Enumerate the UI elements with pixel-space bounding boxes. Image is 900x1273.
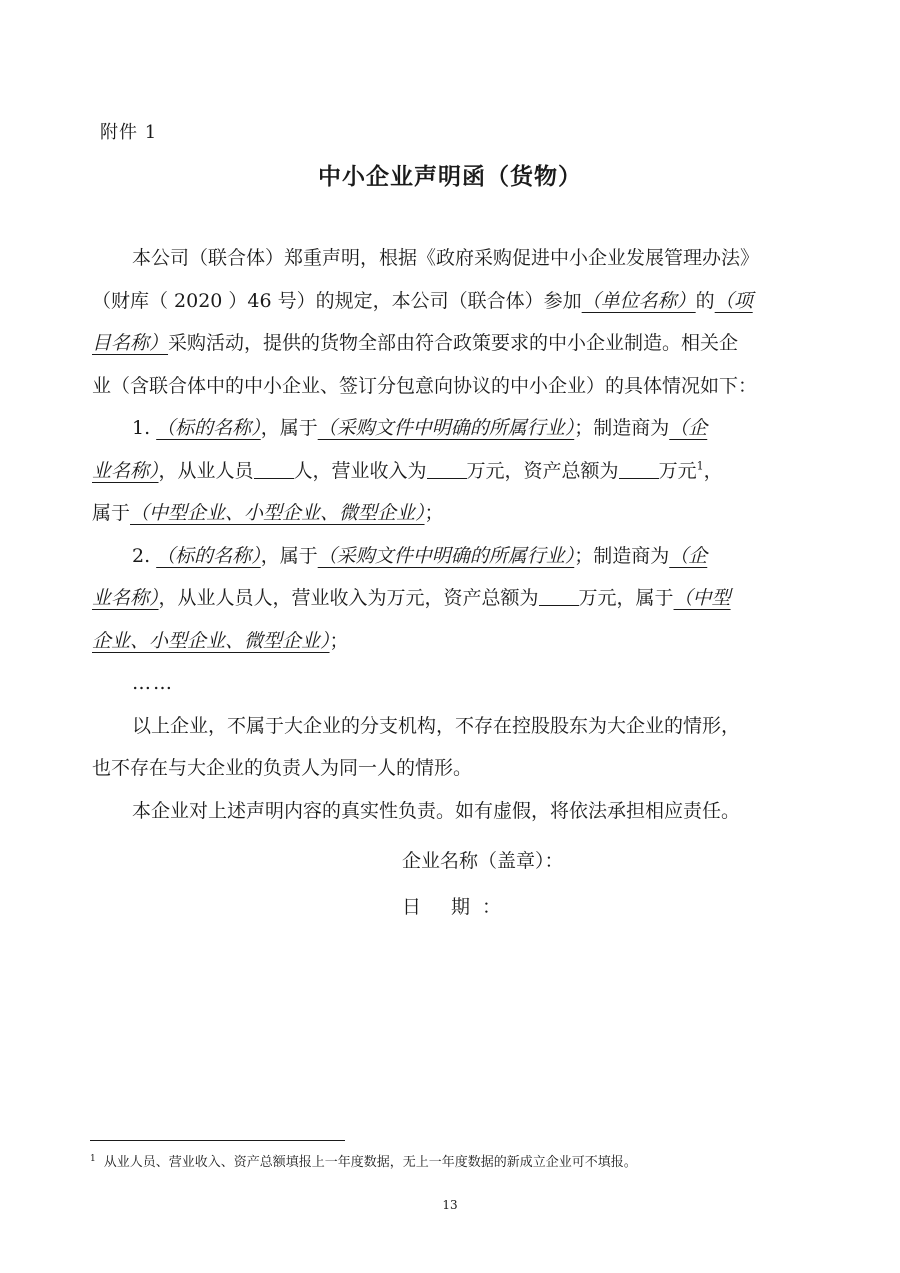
blank-total-assets (619, 456, 659, 479)
declaration-line-3 (92, 322, 804, 365)
declaration-body (92, 237, 804, 832)
text-segment: ；制造商为 (574, 544, 670, 567)
placeholder-industry: （采购文件中明确的所属行业） (317, 544, 575, 567)
footnote-divider (90, 1140, 345, 1141)
item-1-line-2 (92, 450, 804, 493)
placeholder-enterprise-type-start: （中型 (673, 587, 731, 609)
text-segment: ， (703, 459, 723, 482)
item-number: 2. (132, 544, 157, 567)
item-1-line-1 (92, 407, 804, 450)
text-segment: 采购活动，提供的货物全部由符合政策要求的中小企业制造。相关企 (168, 332, 739, 354)
statement-line-1: 以上企业，不属于大企业的分支机构，不存在控股股东为大企业的情形， (132, 714, 741, 737)
placeholder-project-name-start: （项 (714, 289, 753, 312)
footnote (90, 1151, 637, 1170)
page-number: 13 (442, 1198, 458, 1212)
text-segment: ，从业人员 (158, 459, 254, 482)
text-segment: ； (424, 502, 444, 524)
date-label: 日 期： (402, 896, 514, 918)
item-2-line-1 (92, 535, 804, 578)
text-segment: ； (329, 629, 349, 652)
blank-staff-count (254, 456, 294, 479)
item-2-line-2 (92, 577, 804, 620)
placeholder-project-name-end: 目名称） (92, 332, 169, 354)
item-number: 1. (132, 417, 157, 439)
declaration-line-2 (92, 280, 804, 323)
footnote-text: 从业人员、营业收入、资产总额填报上一年度数据，无上一年度数据的新成立企业可不填报。 (103, 1155, 637, 1170)
signature-block (402, 838, 564, 930)
placeholder-company-name-start: （企 (669, 544, 708, 567)
text-segment: 万元 (658, 459, 697, 482)
statement-line-3: 本企业对上述声明内容的真实性负责。如有虚假，将依法承担相应责任。 (132, 799, 741, 822)
placeholder-company-name-end: 业名称） (92, 459, 159, 482)
placeholder-enterprise-type: （中型企业、小型企业、微型企业） (130, 502, 425, 524)
placeholder-subject-name: （标的名称） (156, 417, 261, 439)
placeholder-subject-name: （标的名称） (156, 544, 261, 567)
declaration-line-4: 业（含联合体中的中小企业、签订分包意向协议的中小企业）的具体情况如下： (92, 374, 758, 397)
text-segment: ，从业人员人，营业收入为万元，资产总额为 (158, 587, 539, 609)
text-segment: 万元，资产总额为 (466, 459, 619, 482)
text-segment: ，属于 (260, 544, 318, 567)
text-segment: （财库（ 2020 ）46 号）的规定，本公司（联合体）参加 (92, 289, 582, 312)
ellipsis: …… (132, 672, 174, 694)
text-segment: 人，营业收入为 (293, 459, 427, 482)
blank-total-assets (539, 583, 579, 606)
text-segment: ；制造商为 (574, 417, 670, 439)
placeholder-industry: （采购文件中明确的所属行业） (317, 417, 575, 439)
company-seal-label: 企业名称（盖章）： (402, 850, 564, 872)
item-2-line-3 (92, 620, 804, 663)
footnote-reference: 1 (696, 459, 704, 473)
placeholder-unit-name: （单位名称） (581, 289, 696, 312)
footnote-number: 1 (90, 1153, 96, 1164)
text-segment: 的 (695, 289, 715, 312)
placeholder-enterprise-type-end: 企业、小型企业、微型企业） (92, 629, 330, 652)
attachment-label: 附件 1 (100, 122, 158, 143)
document-title: 中小企业声明函（货物） (318, 163, 582, 190)
placeholder-company-name-start: （企 (669, 417, 708, 439)
text-segment: ，属于 (260, 417, 318, 439)
text-segment: 万元，属于 (578, 587, 674, 609)
text-segment: 属于 (92, 502, 131, 524)
statement-line-2: 也不存在与大企业的负责人为同一人的情形。 (92, 757, 473, 779)
declaration-line-1: 本公司（联合体）郑重声明，根据《政府采购促进中小企业发展管理办法》 (132, 247, 760, 269)
item-1-line-3 (92, 492, 804, 535)
placeholder-company-name-end: 业名称） (92, 587, 159, 609)
blank-revenue (427, 456, 467, 479)
